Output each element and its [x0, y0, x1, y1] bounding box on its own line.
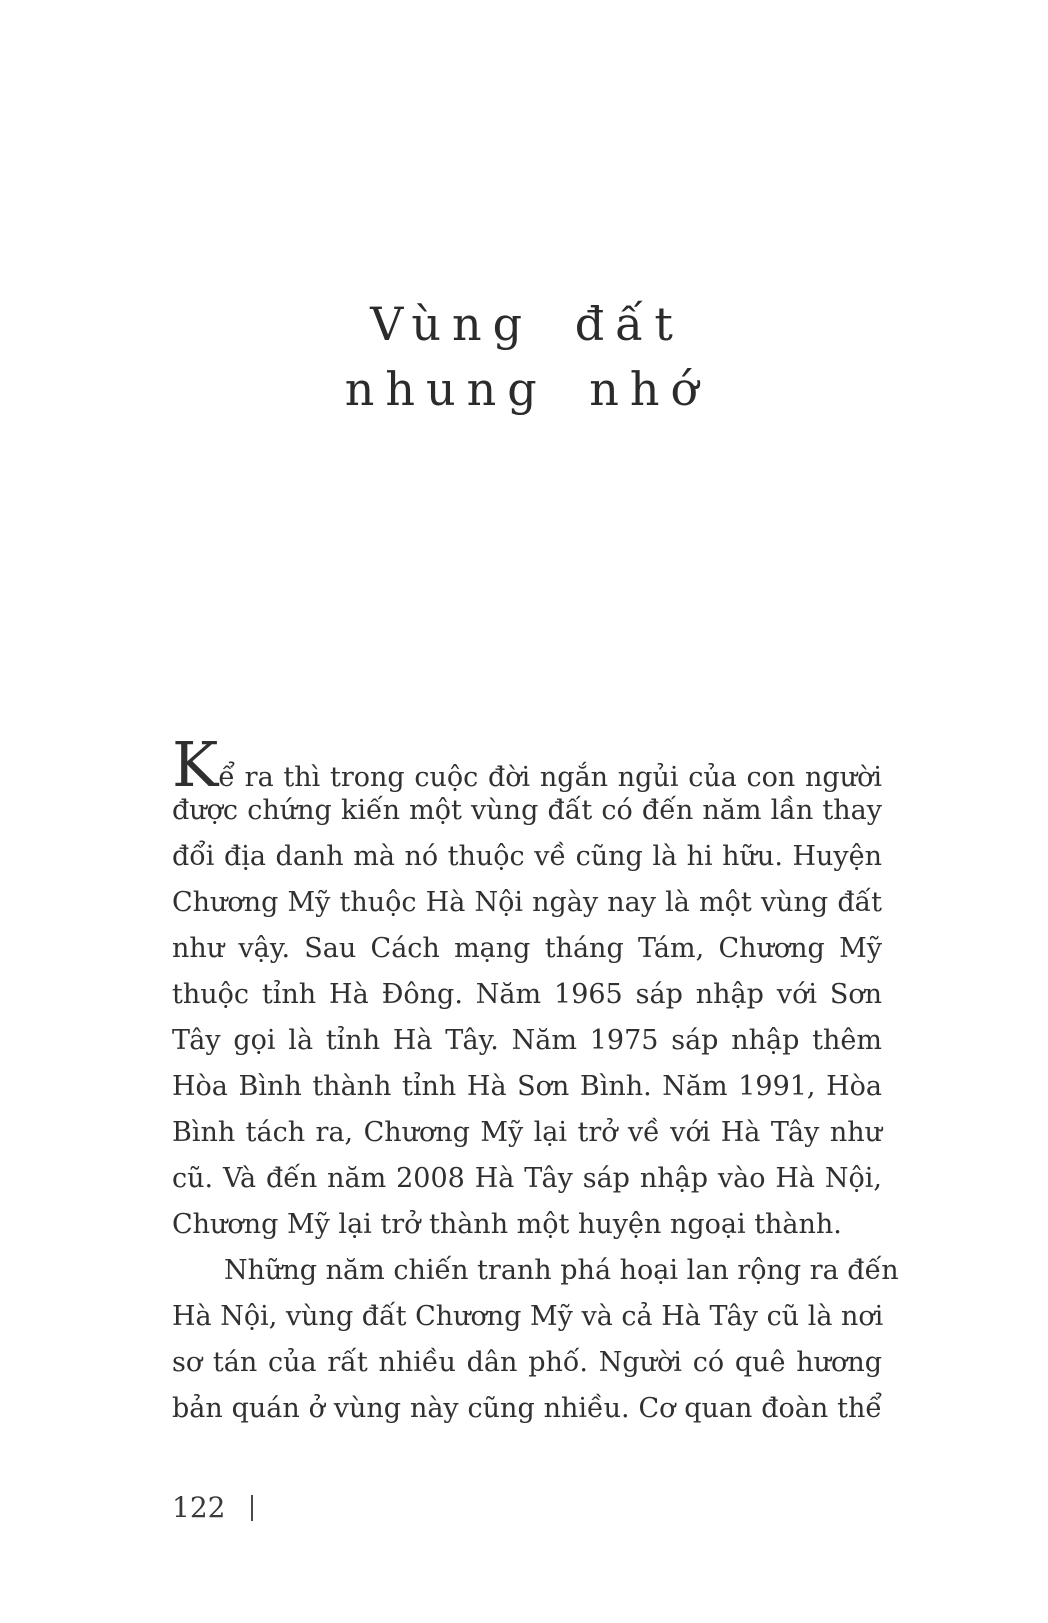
body-line: sơ tán của rất nhiều dân phố. Người có quê hương: [172, 1347, 882, 1378]
chapter-title-line1: Vùng đất: [370, 297, 684, 351]
body-line: Tây gọi là tỉnh Hà Tây. Năm 1975 sáp nhập thêm: [172, 1025, 882, 1056]
page-number: 122: [172, 1490, 226, 1524]
body-line-first: [172, 728, 882, 801]
body-line: Hà Nội, vùng đất Chương Mỹ và cả Hà Tây cũ là nơi: [172, 1301, 884, 1332]
body-line: như vậy. Sau Cách mạng tháng Tám, Chương Mỹ: [172, 933, 882, 964]
body-line: Bình tách ra, Chương Mỹ lại trở về với Hà Tây như: [172, 1117, 882, 1148]
page-footer: [172, 1486, 253, 1526]
body-line-first-rest: ể ra thì trong cuộc đời ngắn ngủi của con người: [218, 762, 882, 793]
body-line: thuộc tỉnh Hà Đông. Năm 1965 sáp nhập với Sơn: [172, 979, 882, 1010]
body-line: Chương Mỹ thuộc Hà Nội ngày nay là một vùng đất: [172, 887, 882, 918]
footer-divider: [251, 1495, 253, 1521]
body-line-paragraph-start: Những năm chiến tranh phá hoại lan rộng ra đến: [224, 1255, 899, 1286]
body-line: bản quán ở vùng này cũng nhiều. Cơ quan đoàn thể: [172, 1393, 882, 1424]
body-line: đổi địa danh mà nó thuộc về cũng là hi hữu. Huyện: [172, 841, 882, 872]
chapter-title: [172, 292, 882, 422]
chapter-title-line2: nhung nhớ: [344, 362, 710, 416]
body-text: [172, 728, 899, 1432]
body-line-paragraph-end: Chương Mỹ lại trở thành một huyện ngoại thành.: [172, 1209, 842, 1240]
body-line: cũ. Và đến năm 2008 Hà Tây sáp nhập vào Hà Nội,: [172, 1163, 882, 1194]
body-line: Hòa Bình thành tỉnh Hà Sơn Bình. Năm 1991, Hòa: [172, 1071, 882, 1102]
initial-cap: K: [172, 728, 219, 801]
body-line: được chứng kiến một vùng đất có đến năm lần thay: [172, 795, 882, 826]
